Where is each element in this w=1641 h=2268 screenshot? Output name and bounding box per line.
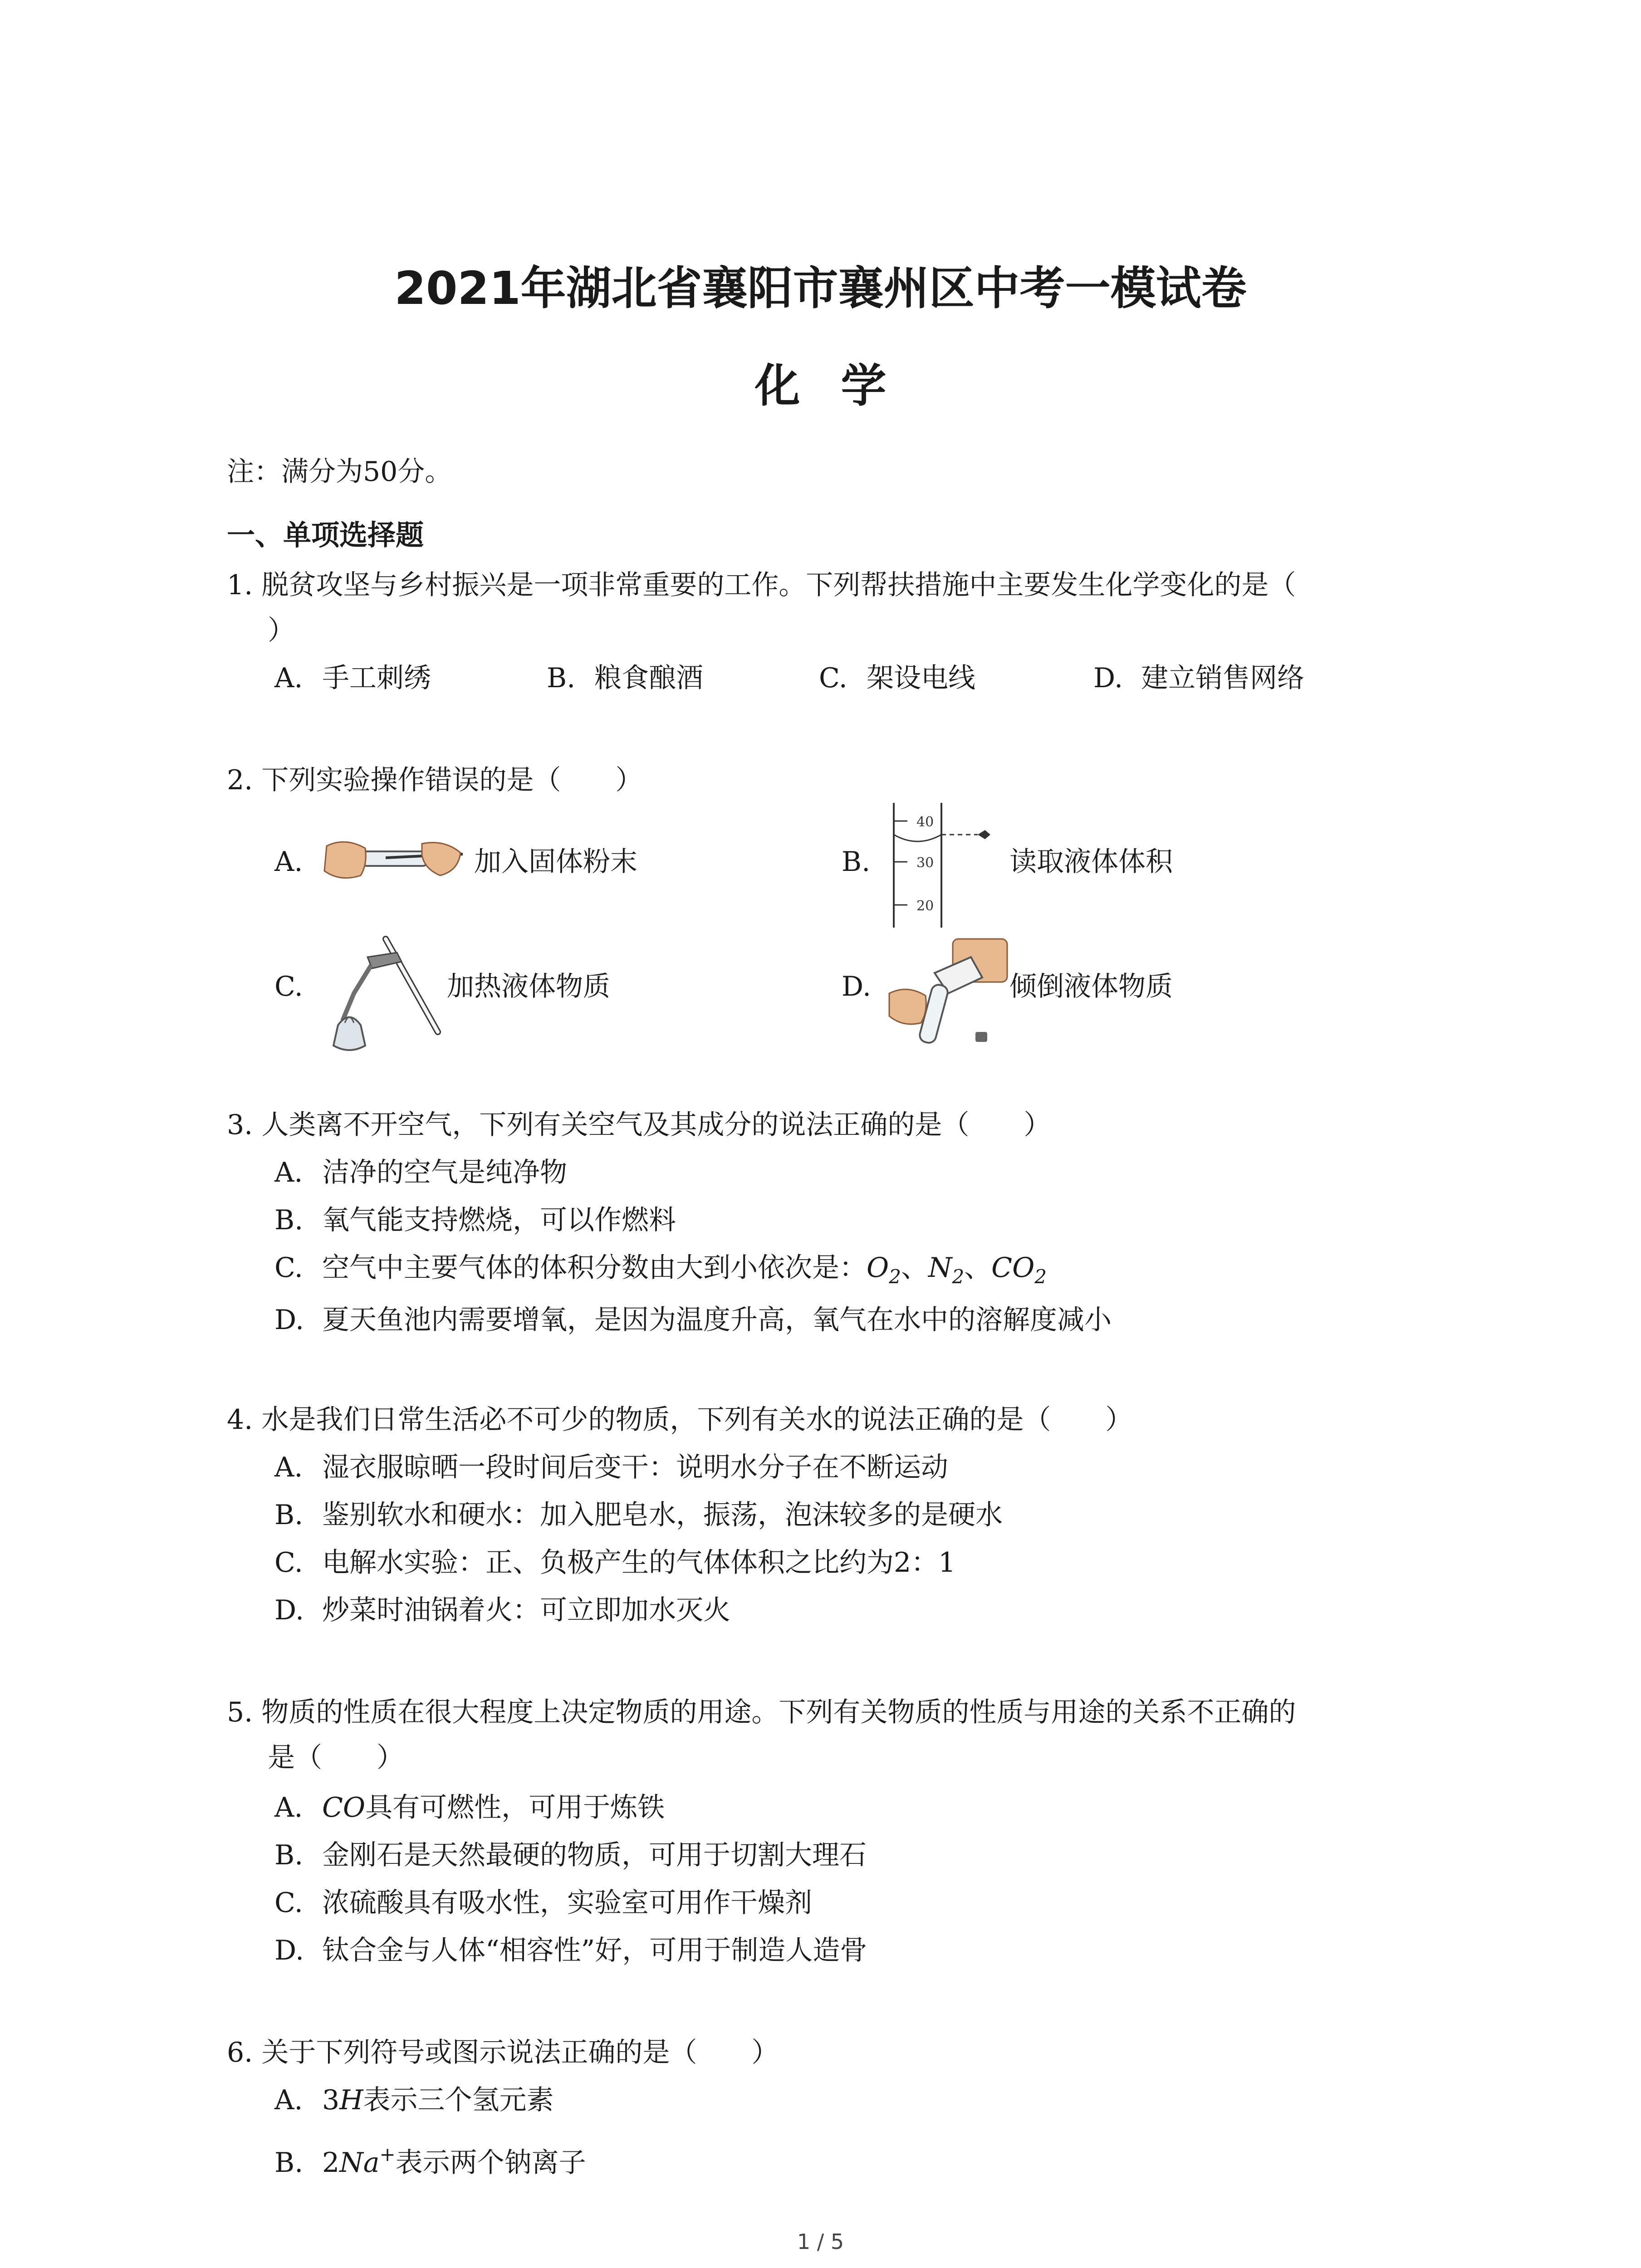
q3-option-c: C. 空气中主要气体的体积分数由大到小依次是：$O_2$、$N_2$、$CO_2$	[274, 1252, 1047, 1288]
q2-option-b-text: 读取液体体积	[1009, 846, 1173, 878]
heat-liquid-illustration	[318, 930, 449, 1061]
q2-option-d-text: 倾倒液体物质	[1009, 971, 1173, 1002]
question-5-stem-cont: 是（ ）	[268, 1742, 404, 1774]
question-6-stem: 6. 关于下列符号或图示说法正确的是（ ）	[227, 2037, 779, 2068]
gas-formula-o2: $O_2$	[867, 1252, 901, 1288]
tick-label-40: 40	[916, 814, 934, 830]
pour-liquid-illustration	[885, 934, 1016, 1048]
q3-option-b: B. 氧气能支持燃烧，可以作燃料	[274, 1204, 676, 1236]
q6-option-a: A. 3H表示三个氢元素	[274, 2084, 554, 2116]
q4-option-c: C. 电解水实验：正、负极产生的气体体积之比约为2：1	[274, 1547, 956, 1579]
page-number: 1 / 5	[797, 2229, 844, 2254]
q5-option-b: B. 金刚石是天然最硬的物质，可用于切割大理石	[274, 1839, 867, 1871]
q2-option-c-text: 加热液体物质	[447, 971, 610, 1002]
q2-option-c-letter: C.	[274, 971, 303, 1002]
question-2-stem: 2. 下列实验操作错误的是（ ）	[227, 764, 643, 796]
tick-label-30: 30	[916, 855, 934, 871]
q2-option-b-letter: B.	[842, 846, 871, 878]
q2-option-d-letter: D.	[842, 971, 872, 1002]
score-note: 注：满分为50分。	[227, 456, 452, 488]
graduated-cylinder-illustration	[889, 803, 994, 930]
gas-formula-co2: $CO_2$	[991, 1252, 1047, 1288]
q3-option-a: A. 洁净的空气是纯净物	[274, 1157, 567, 1188]
q2-option-a-letter: A.	[274, 846, 303, 878]
q4-option-b: B. 鉴别软水和硬水：加入肥皂水，振荡，泡沫较多的是硬水	[274, 1499, 1003, 1531]
add-powder-illustration	[318, 828, 467, 891]
subject-title: 化学	[754, 359, 927, 412]
q1-option-a: A. 手工刺绣	[274, 662, 431, 694]
q4-option-a: A. 湿衣服晾晒一段时间后变干：说明水分子在不断运动	[274, 1452, 948, 1483]
q6-option-b: B. 2Na+表示两个钠离子	[274, 2143, 586, 2179]
q1-option-c: C. 架设电线	[819, 662, 975, 694]
question-4-stem: 4. 水是我们日常生活必不可少的物质，下列有关水的说法正确的是（ ）	[227, 1404, 1133, 1436]
exam-title: 2021年湖北省襄阳市襄州区中考一模试卷	[394, 262, 1247, 315]
q3-option-d: D. 夏天鱼池内需要增氧，是因为温度升高，氧气在水中的溶解度减小	[274, 1304, 1112, 1336]
q1-option-b: B. 粮食酿酒	[547, 662, 703, 694]
question-3-stem: 3. 人类离不开空气，下列有关空气及其成分的说法正确的是（ ）	[227, 1109, 1051, 1141]
q2-option-a-text: 加入固体粉末	[474, 846, 637, 878]
q4-option-d: D. 炒菜时油锅着火：可立即加水灭火	[274, 1594, 730, 1626]
question-5-stem: 5. 物质的性质在很大程度上决定物质的用途。下列有关物质的性质与用途的关系不正确的	[227, 1696, 1296, 1728]
q1-option-d: D. 建立销售网络	[1093, 662, 1304, 694]
question-1-stem: 1. 脱贫攻坚与乡村振兴是一项非常重要的工作。下列帮扶措施中主要发生化学变化的是（	[227, 569, 1296, 601]
q5-option-a: A. CO具有可燃性，可用于炼铁	[274, 1792, 665, 1823]
q5-option-d: D. 钛合金与人体“相容性”好，可用于制造人造骨	[274, 1935, 867, 1966]
section-title: 一、单项选择题	[227, 518, 424, 552]
q5-option-c: C. 浓硫酸具有吸水性，实验室可用作干燥剂	[274, 1887, 812, 1919]
gas-formula-n2: $N_2$	[928, 1252, 965, 1288]
tick-label-20: 20	[916, 898, 934, 914]
question-1-stem-cont: ）	[268, 615, 295, 646]
